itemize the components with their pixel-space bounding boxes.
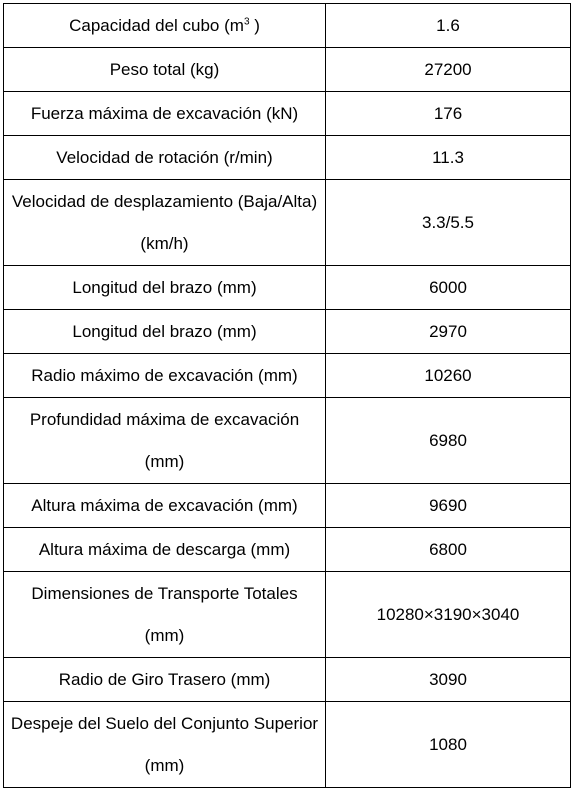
spec-label: Velocidad de desplazamiento (Baja/Alta) (km/h)	[4, 180, 326, 266]
spec-value: 1080	[326, 702, 571, 788]
spec-label: Longitud del brazo (mm)	[4, 266, 326, 310]
spec-label: Radio máximo de excavación (mm)	[4, 354, 326, 398]
unit-exponent: 3	[243, 15, 250, 27]
spec-value: 11.3	[326, 136, 571, 180]
table-row	[4, 528, 571, 572]
table-row	[4, 398, 571, 484]
table-row	[4, 702, 571, 788]
spec-value: 2970	[326, 310, 571, 354]
spec-label: Dimensiones de Transporte Totales (mm)	[4, 572, 326, 658]
spec-label: Altura máxima de excavación (mm)	[4, 484, 326, 528]
table-row	[4, 310, 571, 354]
spec-value: 1.6	[326, 4, 571, 48]
spec-label-text: Capacidad del cubo (m	[69, 15, 244, 35]
table-row	[4, 572, 571, 658]
table-row	[4, 484, 571, 528]
table-row	[4, 48, 571, 92]
spec-label: Fuerza máxima de excavación (kN)	[4, 92, 326, 136]
spec-value: 10260	[326, 354, 571, 398]
table-row	[4, 354, 571, 398]
spec-label: Altura máxima de descarga (mm)	[4, 528, 326, 572]
spec-label: Profundidad máxima de excavación (mm)	[4, 398, 326, 484]
table-row	[4, 658, 571, 702]
table-row	[4, 92, 571, 136]
table-row	[4, 136, 571, 180]
table-row	[4, 4, 571, 48]
spec-value: 10280×3190×3040	[326, 572, 571, 658]
spec-label: Velocidad de rotación (r/min)	[4, 136, 326, 180]
spec-value: 3090	[326, 658, 571, 702]
specifications-table	[3, 3, 571, 788]
spec-label	[4, 4, 326, 48]
spec-value: 6980	[326, 398, 571, 484]
spec-label: Despeje del Suelo del Conjunto Superior (mm)	[4, 702, 326, 788]
spec-value: 6800	[326, 528, 571, 572]
spec-value: 9690	[326, 484, 571, 528]
spec-value: 176	[326, 92, 571, 136]
spec-value: 6000	[326, 266, 571, 310]
table-row	[4, 266, 571, 310]
spec-value: 27200	[326, 48, 571, 92]
spec-label: Peso total (kg)	[4, 48, 326, 92]
table-row	[4, 180, 571, 266]
spec-value: 3.3/5.5	[326, 180, 571, 266]
spec-label: Radio de Giro Trasero (mm)	[4, 658, 326, 702]
spec-label: Longitud del brazo (mm)	[4, 310, 326, 354]
spec-label-suffix: )	[249, 15, 260, 35]
